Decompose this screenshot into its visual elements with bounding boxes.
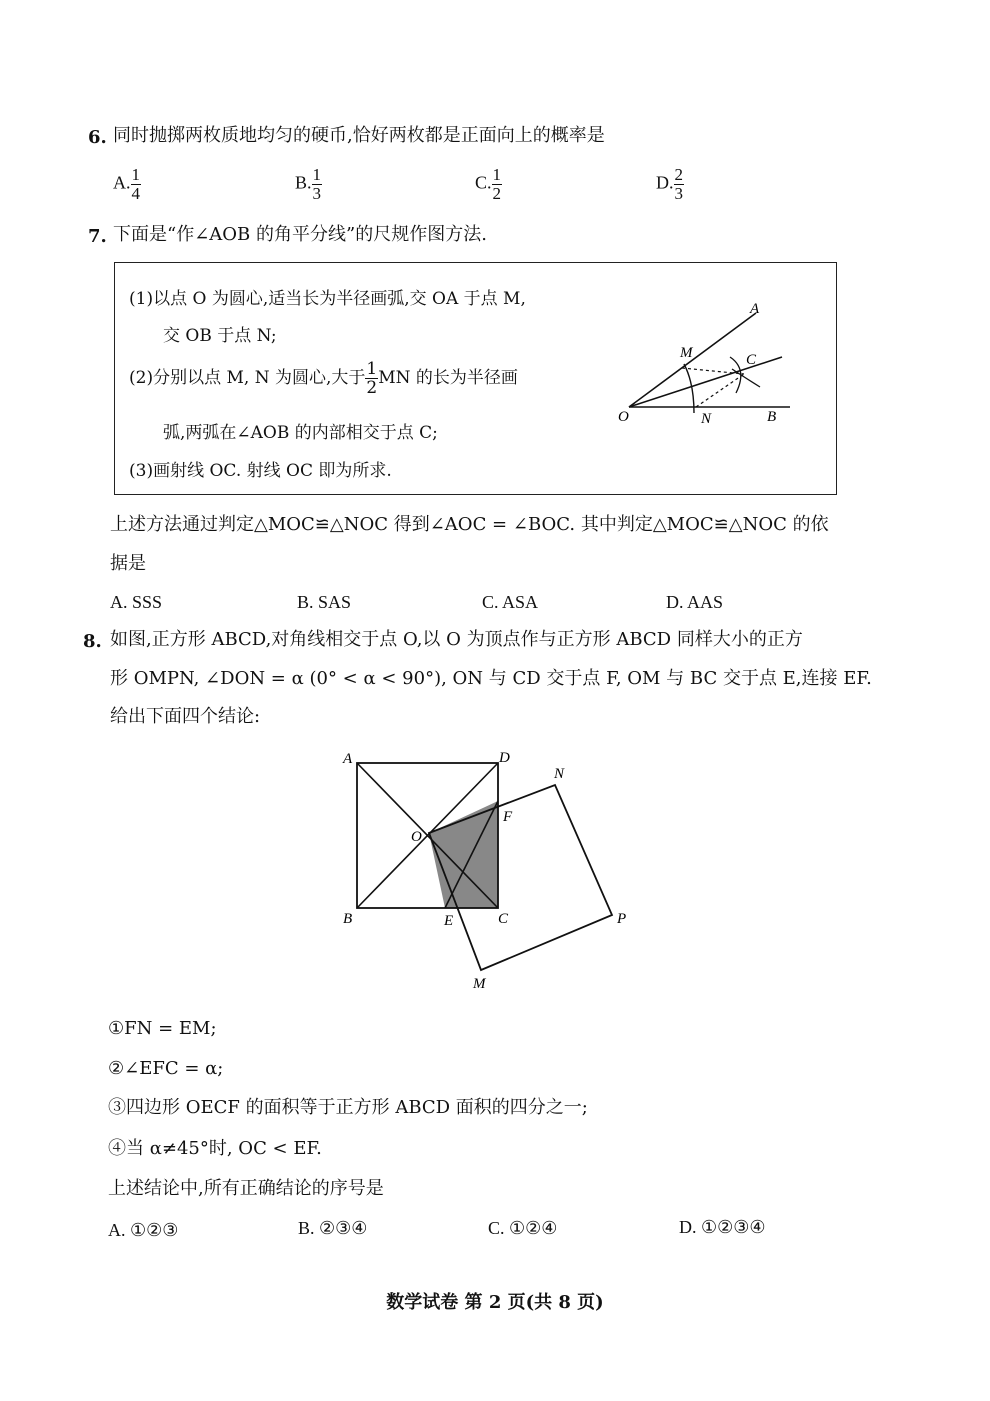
option-letter: D. — [656, 172, 674, 193]
step1-line1: (1)以点 O 为圆心,适当长为半径画弧,交 OA 于点 M, — [129, 289, 526, 309]
q6-number: 6. — [88, 127, 107, 148]
label-a: A — [343, 751, 353, 767]
q6-stem: 同时抛掷两枚质地均匀的硬币,恰好两枚都是正面向上的概率是 — [113, 125, 605, 146]
q7-follow-line1: 上述方法通过判定△MOC≌△NOC 得到∠AOC = ∠BOC. 其中判定△MOC≌△NOC 的依 — [110, 514, 829, 535]
q8-option-a: A. ①②③ — [108, 1220, 179, 1240]
page-footer: 数学试卷 第 2 页(共 8 页) — [386, 1292, 604, 1313]
step2-line1: (2)分别以点 M, N 为圆心,大于 $\frac{1}{2}$ MN 的长为半径画 — [129, 359, 518, 398]
label-a: A — [750, 301, 760, 317]
q8-conclusion-3: ③四边形 OECF 的面积等于正方形 ABCD 面积的四分之一; — [108, 1097, 588, 1118]
construction-steps-box — [114, 262, 837, 495]
option-letter: B. — [295, 172, 312, 193]
q8-line1: 如图,正方形 ABCD,对角线相交于点 O,以 O 为顶点作与正方形 ABCD 同样大小的正方 — [110, 629, 803, 650]
fraction: $\frac{1}{4}$ — [131, 165, 140, 203]
q6-option-b — [295, 166, 322, 203]
label-e: E — [444, 913, 454, 929]
q6-option-a — [113, 166, 141, 203]
label-p: P — [617, 911, 627, 927]
q7-option-a: A. SSS — [110, 592, 163, 612]
q8-line3: 给出下面四个结论: — [110, 706, 261, 727]
q7-number: 7. — [88, 226, 107, 247]
q6-option-d — [656, 166, 684, 203]
step3: (3)画射线 OC. 射线 OC 即为所求. — [129, 461, 392, 481]
q6-option-c — [475, 166, 502, 203]
q8-prompt: 上述结论中,所有正确结论的序号是 — [108, 1178, 384, 1199]
label-b: B — [767, 409, 777, 425]
label-o: O — [618, 409, 629, 425]
label-c: C — [498, 911, 509, 927]
label-m: M — [473, 976, 486, 992]
q8-conclusion-2: ②∠EFC = α; — [108, 1058, 224, 1079]
q7-option-d: D. AAS — [666, 592, 724, 612]
fraction: $\frac{1}{2}$ — [492, 165, 502, 203]
fraction: $\frac{1}{3}$ — [312, 165, 322, 203]
label-d: D — [499, 750, 510, 766]
half-fraction: $\frac{1}{2}$ — [366, 359, 378, 398]
q8-option-d: D. ①②③④ — [679, 1217, 766, 1237]
q7-option-b: B. SAS — [297, 592, 352, 612]
option-letter: A. — [113, 172, 131, 193]
squares-figure — [335, 745, 655, 995]
q8-option-b: B. ②③④ — [298, 1218, 368, 1238]
q8-conclusion-4: ④当 α≠45°时, OC < EF. — [108, 1138, 322, 1159]
q7-option-c: C. ASA — [482, 592, 539, 612]
label-n: N — [554, 766, 565, 782]
step1-line2: 交 OB 于点 N; — [163, 326, 277, 346]
label-m: M — [680, 345, 693, 361]
label-n: N — [701, 411, 712, 427]
label-o: O — [411, 829, 422, 845]
fraction: $\frac{2}{3}$ — [674, 165, 683, 203]
q8-number: 8. — [83, 631, 102, 652]
step2-line2: 弧,两弧在∠AOB 的内部相交于点 C; — [163, 423, 438, 443]
q8-conclusion-1: ①FN = EM; — [108, 1018, 217, 1039]
angle-bisector-figure — [610, 297, 810, 447]
label-c: C — [746, 352, 757, 368]
q8-option-c: C. ①②④ — [488, 1218, 558, 1238]
q7-stem: 下面是“作∠AOB 的角平分线”的尺规作图方法. — [113, 224, 487, 245]
label-b: B — [343, 911, 353, 927]
option-letter: C. — [475, 172, 492, 193]
q7-follow-line2: 据是 — [110, 553, 146, 574]
q8-line2: 形 OMPN, ∠DON = α (0° < α < 90°), ON 与 CD 交于点 F, OM 与 BC 交于点 E,连接 EF. — [110, 668, 872, 689]
label-f: F — [503, 809, 513, 825]
